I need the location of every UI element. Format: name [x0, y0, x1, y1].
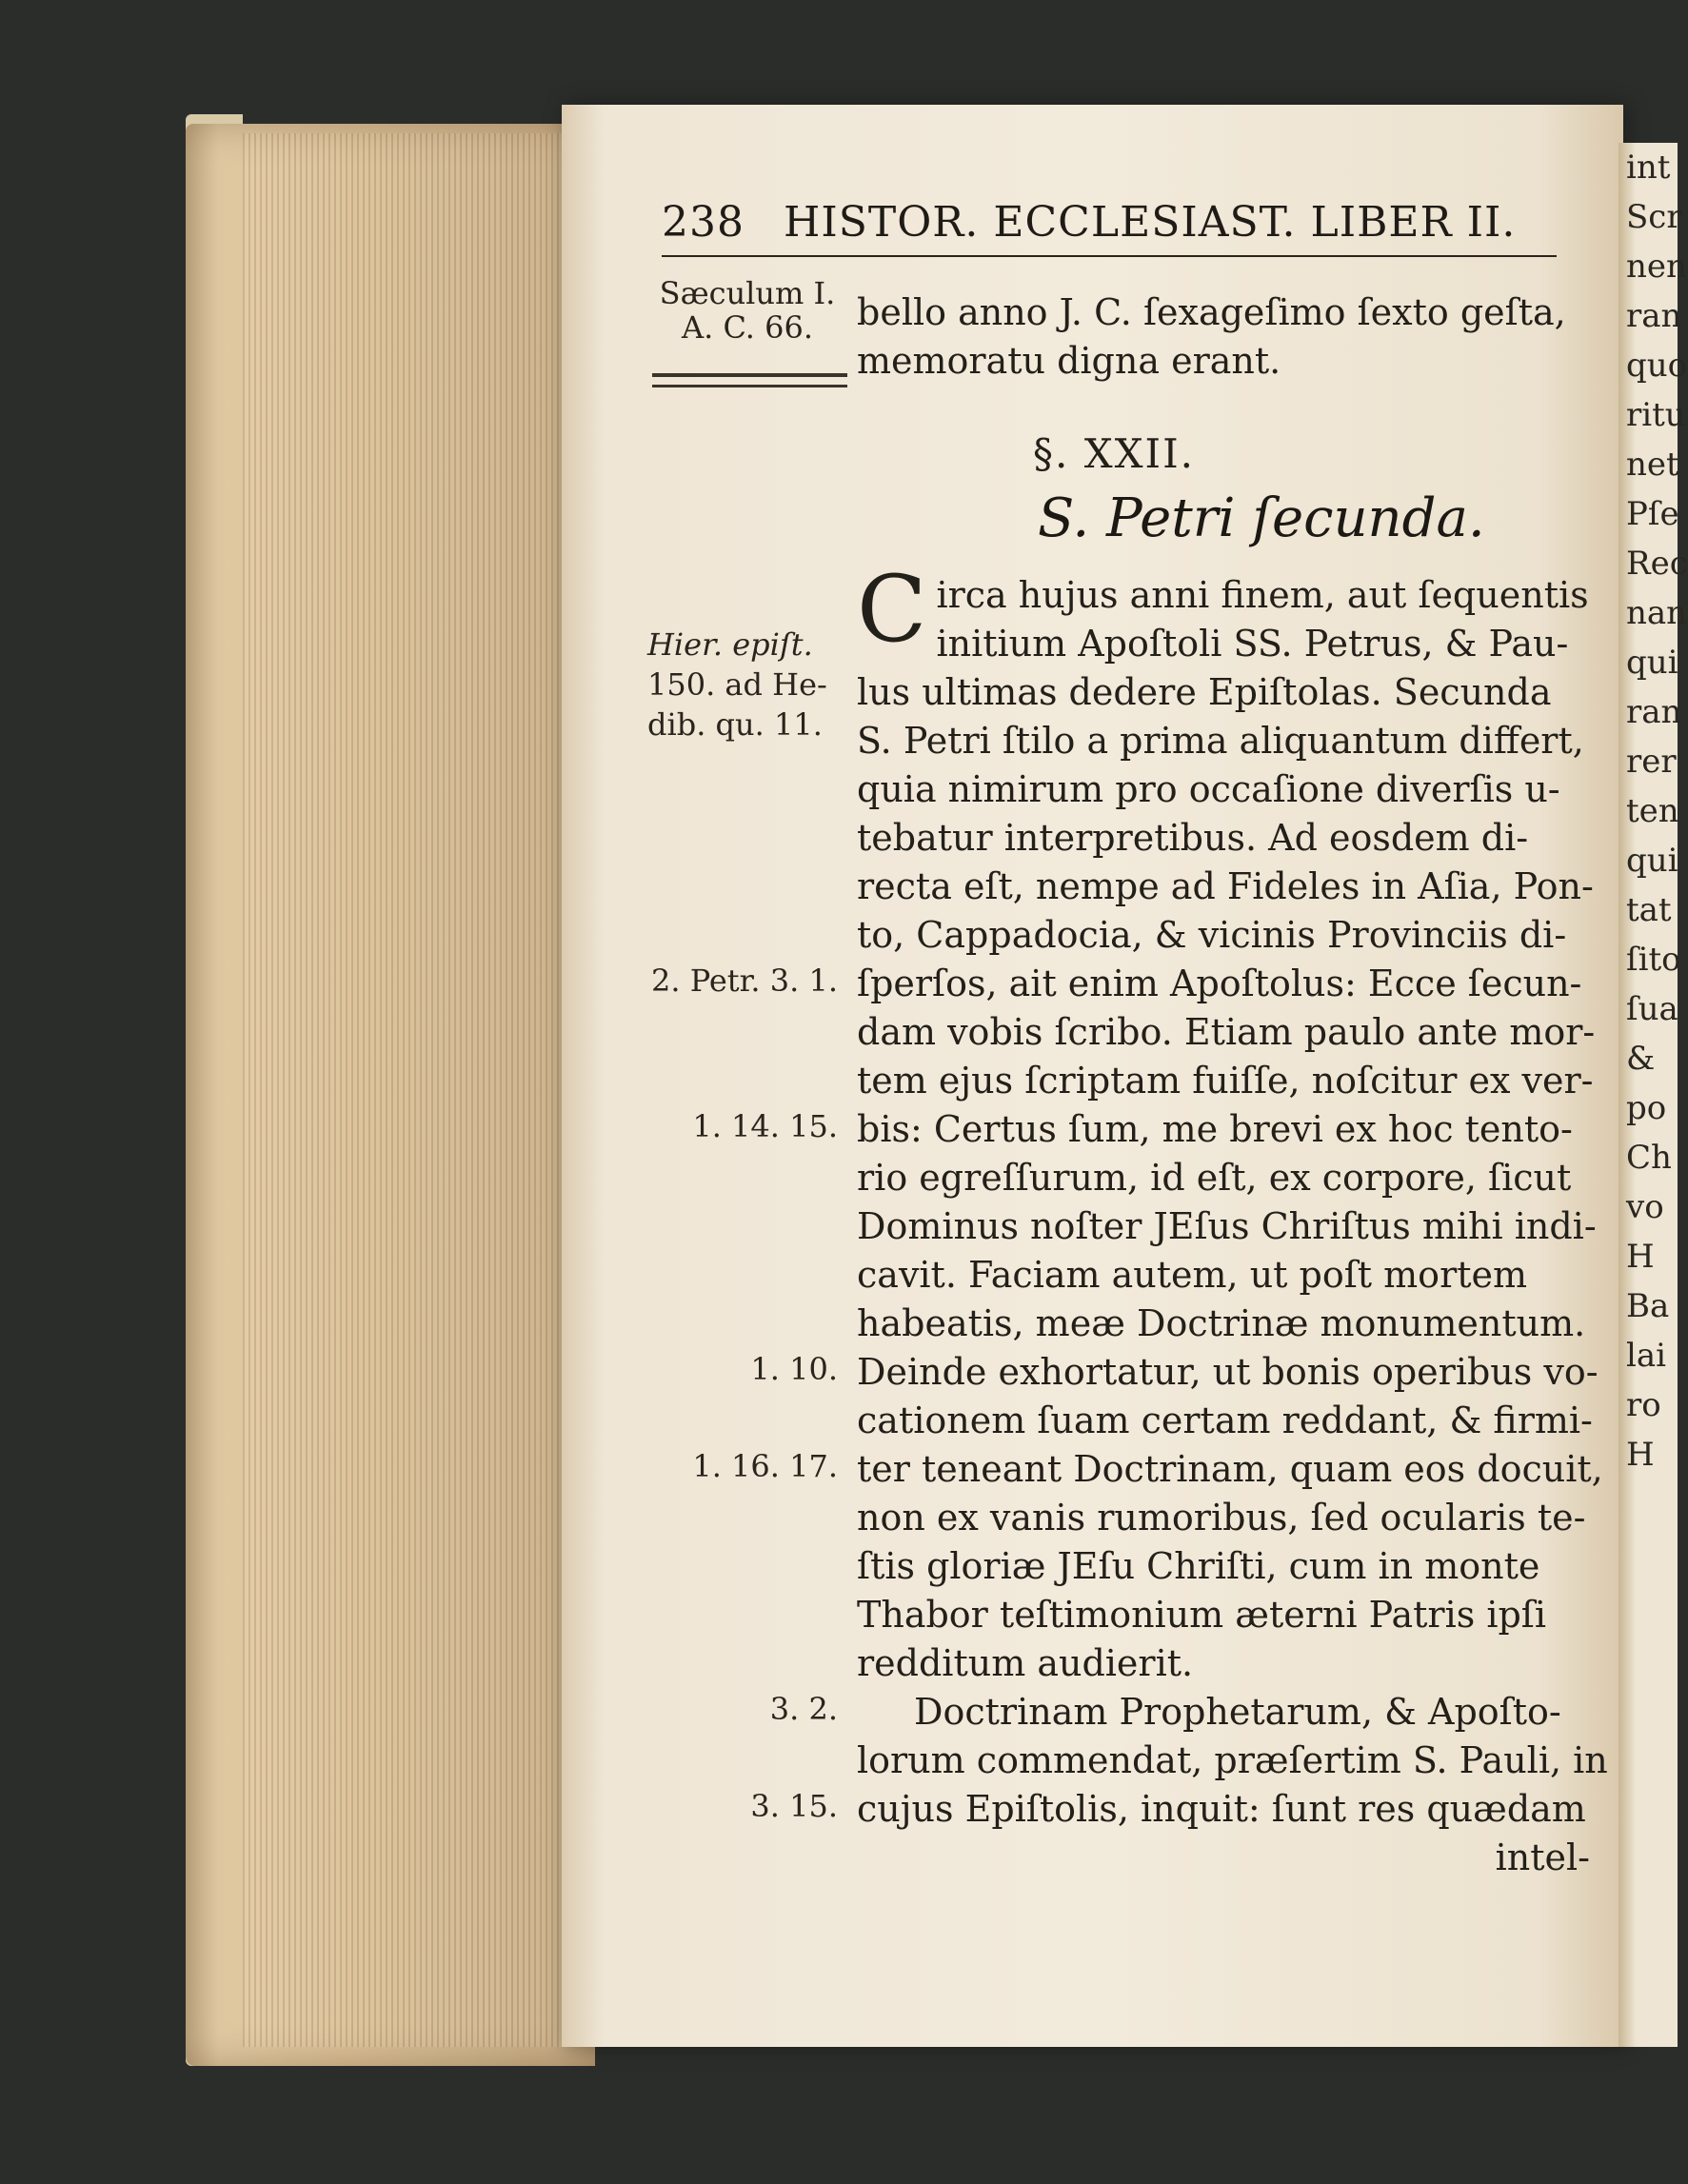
text-line: to, Cappadocia, & vicinis Provinciis di- [857, 914, 1567, 956]
margin-note: 1. 16. 17. [692, 1448, 838, 1484]
header-rule [662, 255, 1557, 257]
text-line: initium Apoſtoli SS. Petrus, & Pau- [936, 623, 1569, 665]
margin-note: 1. 14. 15. [692, 1108, 838, 1144]
section-number: §. XXII. [1033, 430, 1196, 477]
text-line: rio egreſſurum, id eſt, ex corpore, ſicut [857, 1157, 1572, 1199]
running-header [662, 198, 1576, 248]
text-line: recta eſt, nempe ad Fideles in Aſia, Pon- [857, 865, 1594, 907]
text-line: Thabor teſtimonium æterni Patris ipſi [857, 1594, 1547, 1636]
text-line: cujus Epiſtolis, inquit: ſunt res quædam [857, 1788, 1586, 1830]
text-line: bis: Certus ſum, me brevi ex hoc tento- [857, 1108, 1573, 1150]
margin-note: 3. 15. [750, 1788, 838, 1824]
drop-capital: C [857, 556, 927, 663]
text-line: Doctrinam Prophetarum, & Apoſto- [914, 1691, 1561, 1733]
text-line: quia nimirum pro occaſione diverſis u- [857, 768, 1560, 810]
text-line: Dominus noſter JEſus Chriſtus mihi indi- [857, 1205, 1597, 1247]
text-line: cavit. Faciam autem, ut poſt mortem [857, 1254, 1528, 1296]
text-line: dam vobis ſcribo. Etiam paulo ante mor- [857, 1011, 1596, 1053]
text-line: Deinde exhortatur, ut bonis operibus vo- [857, 1351, 1599, 1393]
margin-note: 3. 2. [769, 1691, 838, 1727]
text-line: irca hujus anni finem, aut ſequentis [936, 574, 1589, 616]
text-line: cationem ſuam certam reddant, & firmi- [857, 1400, 1593, 1441]
margin-note: 1. 10. [750, 1351, 838, 1387]
text-line: lorum commendat, præſertim S. Pauli, in [857, 1739, 1608, 1781]
text-line: habeatis, meæ Doctrinæ monumentum. [857, 1302, 1586, 1344]
text-line: tem ejus ſcriptam fuiſſe, noſcitur ex ver- [857, 1060, 1594, 1102]
page-number: 238 [662, 198, 745, 247]
text-line: redditum audierit. [857, 1642, 1194, 1684]
text-line: tebatur interpretibus. Ad eosdem di- [857, 817, 1529, 859]
text-line: ter teneant Doctrinam, quam eos docuit, [857, 1448, 1603, 1490]
opening-lines: bello anno J. C. ſexageſimo ſexto geſta, memoratu digna erant. [857, 291, 1566, 382]
page-block-edge [186, 124, 595, 2066]
section-title: S. Petri ſecunda. [1038, 487, 1485, 549]
main-text [857, 556, 1608, 1882]
facing-page-edge: int Scr nen ran quo ritu net Pſe Rec nan qui ran rer ten qui tat ſito ſua & po Ch vo H Ba lai ro H [1618, 143, 1678, 2047]
margin-note: Hier. epiſt. 150. ad He- dib. qu. 11. [647, 626, 827, 743]
text-line: ſperſos, ait enim Apoſtolus: Ecce ſecun- [857, 963, 1582, 1004]
ornament-rule [652, 373, 847, 387]
text-line: lus ultimas dedere Epiſtolas. Secunda [857, 671, 1552, 713]
text-line: S. Petri ſtilo a prima aliquantum differt, [857, 720, 1584, 762]
century-note: Sæculum I. A. C. 66. [659, 275, 836, 346]
running-title: HISTOR. ECCLESIAST. LIBER II. [783, 198, 1517, 247]
text-line: non ex vanis rumoribus, ſed ocularis te- [857, 1497, 1586, 1539]
text-line: ſtis gloriæ JEſu Chriſti, cum in monte [857, 1545, 1540, 1587]
catchword: intel- [1495, 1837, 1590, 1878]
margin-note: 2. Petr. 3. 1. [651, 963, 838, 999]
